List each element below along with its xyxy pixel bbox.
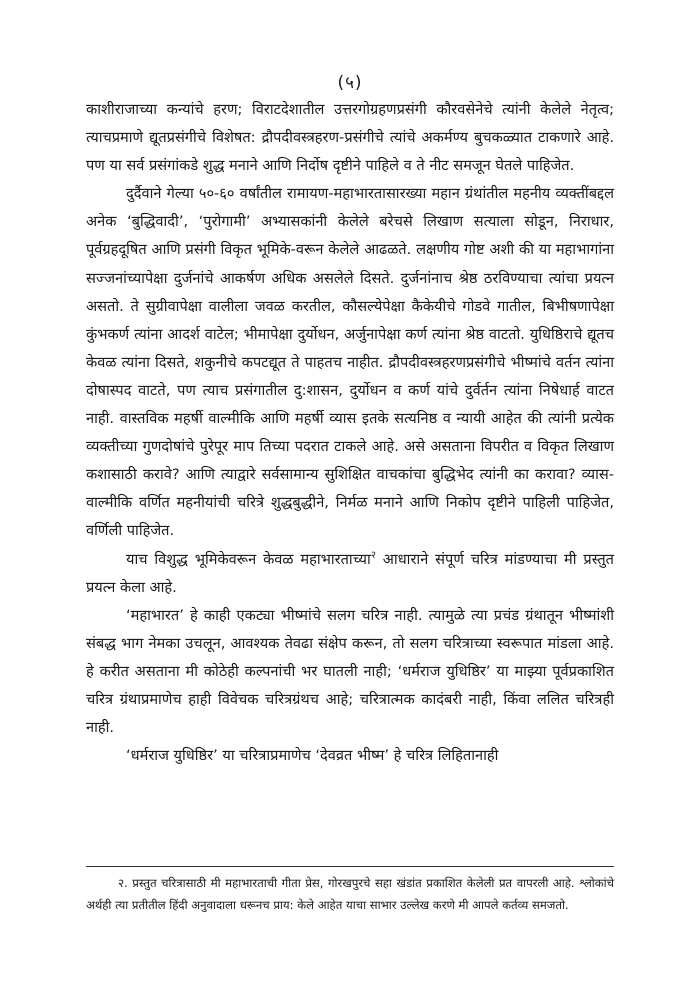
paragraph-closing: ‘धर्मराज युधिष्ठिर’ या चरित्राप्रमाणेच ‘देवव्रत भीष्म’ हे चरित्र लिहितानाही <box>126 747 499 765</box>
paragraph-approach-text-start: याच विशुद्ध भूमिकेवरून केवळ महाभारताच्या <box>126 550 371 568</box>
footnote-reference: २ <box>370 549 376 561</box>
body-text <box>86 96 614 770</box>
paragraph-continuation: काशीराजाच्या कन्यांचे हरण; विराटदेशातील उत्तरगोग्रहणप्रसंगी कौरवसेनेचे त्यांनी केलेले नेतृत्व; त्याचप्रमाणे द्यूतप्रसंगीचे विशेषत: द्रौपदीवस्त्रहरण-प्रसंगीचे त्यांचे अकर्मण्य बुचकळ्यात टाकणारे आहे. पण या सर्व प्रसंगांकडे शुद्ध मनाने आणि निर्दोष दृष्टीने पाहिले व ते नीट समजून घेतले पाहिजेत. <box>86 101 614 175</box>
footnote-divider <box>86 866 614 867</box>
page-number: (५) <box>337 73 363 93</box>
paragraph-method: ‘महाभारत’ हे काही एकट्या भीष्मांचे सलग चरित्र नाही. त्यामुळे त्या प्रचंड ग्रंथातून भीष्मांशी संबद्ध भाग नेमका उचलून, आवश्यक तेवढा संक्षेप करून, तो सलग चरित्राच्या स्वरूपात मांडला आहे. हे करीत असताना मी कोठेही कल्पनांची भर घातली नाही; ‘धर्मराज युधिष्ठिर’ या माझ्या पूर्वप्रकाशित चरित्र ग्रंथाप्रमाणेच हाही विवेचक चरित्रग्रंथच आहे; चरित्रात्मक कादंबरी नाही, किंवा ललित चरित्रही नाही. <box>86 606 614 737</box>
footnote-text: २. प्रस्तुत चरित्रासाठी मी महाभारताची गीता प्रेस, गोरखपुरचे सहा खंडांत प्रकाशित केलेली प्रत वापरली आहे. श्लोकांचे अर्थही त्या प्रतीतील हिंदी अनुवादाला धरूनच प्राय: केले आहेत याचा साभार उल्लेख करणे मी आपले कर्तव्य समजतो. <box>86 876 614 912</box>
footnote <box>86 872 614 916</box>
paragraph-approach <box>86 546 614 602</box>
paragraph-critique: दुर्दैवाने गेल्या ५०-६० वर्षांतील रामायण-महाभारतासारख्या महान ग्रंथांतील महनीय व्यक्तींबद्दल अनेक ‘बुद्धिवादी’, ‘पुरोगामी’ अभ्यासकांनी केलेले बरेचसे लिखाण सत्याला सोडून, निराधार, पूर्वग्रहदूषित आणि प्रसंगी विकृत भूमिके-वरून केलेले आढळते. लक्षणीय गोष्ट अशी की या महाभागांना सज्जनांच्यापेक्षा दुर्जनांचे आकर्षण अधिक असलेले दिसते. दुर्जनांनाच श्रेष्ठ ठरविण्याचा त्यांचा प्रयत्न असतो. ते सुग्रीवापेक्षा वालीला जवळ करतील, कौसल्येपेक्षा कैकेयीचे गोडवे गातील, बिभीषणापेक्षा कुंभकर्ण त्यांना आदर्श वाटेल; भीमापेक्षा दुर्योधन, अर्जुनापेक्षा कर्ण त्यांना श्रेष्ठ वाटतो. युधिष्ठिराचे द्यूतच केवळ त्यांना दिसते, शकुनीचे कपटद्यूत ते पाहतच नाहीत. द्रौपदीवस्त्रहरणप्रसंगीचे भीष्मांचे वर्तन त्यांना दोषास्पद वाटते, पण त्याच प्रसंगातील दु:शासन, दुर्योधन व कर्ण यांचे दुर्वर्तन त्यांना निषेधार्ह वाटत नाही. वास्तविक महर्षी वाल्मीकि आणि महर्षी व्यास इतके सत्यनिष्ठ व न्यायी आहेत की त्यांनी प्रत्येक व्यक्तीच्या गुणदोषांचे पुरेपूर माप तिच्या पदरात टाकले आहे. असे असताना विपरीत व विकृत लिखाण कशासाठी करावे? आणि त्याद्वारे सर्वसामान्य सुशिक्षित वाचकांचा बुद्धिभेद त्यांनी का करावा? व्यास-वाल्मीकि वर्णित महनीयांची चरित्रे शुद्धबुद्धीने, निर्मळ मनाने आणि निकोप दृष्टीने पाहिली पाहिजेत, वर्णिली पाहिजेत. <box>86 185 614 540</box>
paragraph-approach-text-end: आधाराने संपूर्ण चरित्र मांडण्याचा मी प्रस्तुत प्रयत्न केला आहे. <box>86 550 615 596</box>
